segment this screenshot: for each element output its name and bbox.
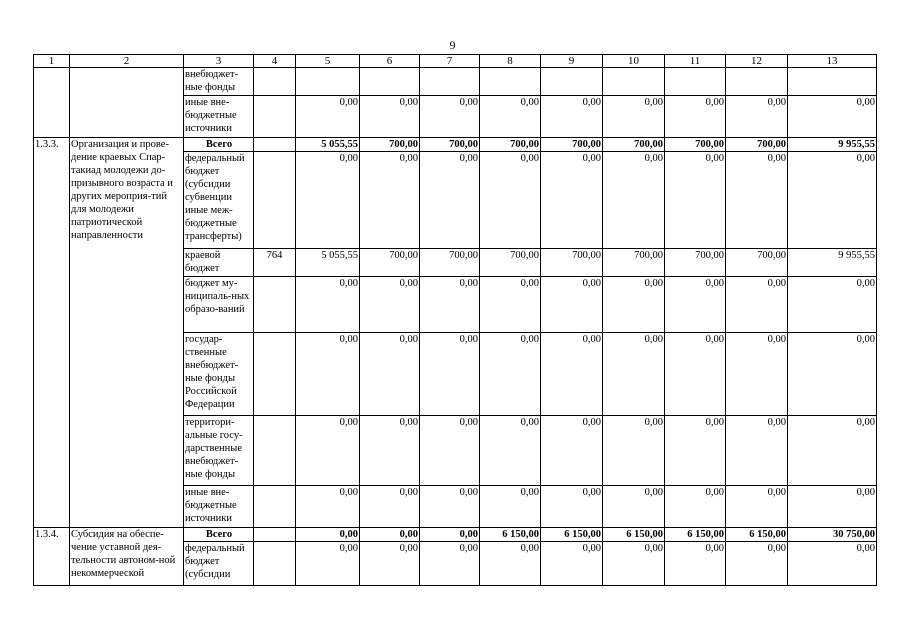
- funding-source: иные вне-бюджетные источники: [184, 96, 254, 138]
- value-cell: 0,00: [726, 152, 788, 249]
- admin-code: [254, 152, 296, 249]
- value-cell: 0,00: [726, 416, 788, 486]
- value-cell: 0,00: [420, 152, 480, 249]
- col-header: 2: [70, 55, 184, 68]
- value-cell: 700,00: [726, 138, 788, 152]
- value-cell: 0,00: [541, 486, 603, 528]
- value-cell: 0,00: [788, 277, 877, 333]
- col-header: 5: [296, 55, 360, 68]
- col-header: 7: [420, 55, 480, 68]
- value-cell: 0,00: [296, 96, 360, 138]
- value-cell: 700,00: [541, 138, 603, 152]
- admin-code: [254, 528, 296, 542]
- table-row: [34, 68, 877, 96]
- funding-source: Всего: [184, 528, 254, 542]
- value-cell: 0,00: [726, 96, 788, 138]
- value-cell: 700,00: [603, 249, 665, 277]
- value-cell: 0,00: [788, 96, 877, 138]
- value-cell: 0,00: [420, 277, 480, 333]
- value-cell: 0,00: [296, 542, 360, 586]
- value-cell: 0,00: [603, 152, 665, 249]
- value-cell: 700,00: [420, 138, 480, 152]
- table-row: [34, 138, 877, 152]
- value-cell: 0,00: [726, 486, 788, 528]
- value-cell: 0,00: [665, 486, 726, 528]
- value-cell: 0,00: [360, 277, 420, 333]
- measure-name: [70, 68, 184, 138]
- value-cell: 0,00: [788, 152, 877, 249]
- value-cell: 700,00: [480, 249, 541, 277]
- value-cell: 0,00: [296, 333, 360, 416]
- value-cell: 0,00: [360, 96, 420, 138]
- value-cell: 0,00: [420, 333, 480, 416]
- admin-code: [254, 542, 296, 586]
- value-cell: 0,00: [603, 96, 665, 138]
- value-cell: 0,00: [360, 542, 420, 586]
- col-header: 9: [541, 55, 603, 68]
- value-cell: 0,00: [480, 486, 541, 528]
- value-cell: 700,00: [541, 249, 603, 277]
- value-cell: 0,00: [480, 416, 541, 486]
- value-cell: 0,00: [420, 416, 480, 486]
- value-cell: 0,00: [296, 528, 360, 542]
- value-cell: 0,00: [360, 416, 420, 486]
- budget-table: [33, 54, 877, 586]
- value-cell: 0,00: [360, 528, 420, 542]
- value-cell: 0,00: [480, 542, 541, 586]
- admin-code: [254, 333, 296, 416]
- admin-code: [254, 486, 296, 528]
- col-header: 1: [34, 55, 70, 68]
- value-cell: [603, 68, 665, 96]
- value-cell: 6 150,00: [603, 528, 665, 542]
- admin-code: 764: [254, 249, 296, 277]
- value-cell: [726, 68, 788, 96]
- value-cell: 0,00: [665, 542, 726, 586]
- value-cell: 700,00: [360, 138, 420, 152]
- value-cell: 700,00: [420, 249, 480, 277]
- value-cell: 700,00: [360, 249, 420, 277]
- value-cell: 0,00: [665, 152, 726, 249]
- value-cell: 0,00: [360, 333, 420, 416]
- column-number-row: [34, 55, 877, 68]
- value-cell: 700,00: [480, 138, 541, 152]
- value-cell: 0,00: [541, 333, 603, 416]
- value-cell: [788, 68, 877, 96]
- value-cell: 0,00: [603, 277, 665, 333]
- page-number: 9: [449, 38, 456, 52]
- table-row: [34, 528, 877, 542]
- admin-code: [254, 416, 296, 486]
- value-cell: 0,00: [480, 277, 541, 333]
- value-cell: [541, 68, 603, 96]
- col-header: 8: [480, 55, 541, 68]
- funding-source: бюджет му-ниципаль-ных образо-ваний: [184, 277, 254, 333]
- col-header: 4: [254, 55, 296, 68]
- value-cell: 0,00: [420, 96, 480, 138]
- value-cell: 0,00: [541, 96, 603, 138]
- value-cell: 6 150,00: [541, 528, 603, 542]
- value-cell: 0,00: [541, 277, 603, 333]
- value-cell: 0,00: [788, 333, 877, 416]
- funding-source: краевой бюджет: [184, 249, 254, 277]
- funding-source: федеральный бюджет (субсидии: [184, 542, 254, 586]
- value-cell: 0,00: [726, 542, 788, 586]
- value-cell: 0,00: [296, 152, 360, 249]
- funding-source: государ-ственные внебюджет-ные фонды Российской Федерации: [184, 333, 254, 416]
- value-cell: 6 150,00: [726, 528, 788, 542]
- value-cell: 0,00: [726, 277, 788, 333]
- value-cell: 0,00: [420, 542, 480, 586]
- col-header: 10: [603, 55, 665, 68]
- value-cell: 0,00: [480, 333, 541, 416]
- value-cell: 0,00: [665, 277, 726, 333]
- value-cell: 0,00: [726, 333, 788, 416]
- value-cell: 9 955,55: [788, 138, 877, 152]
- value-cell: 0,00: [480, 96, 541, 138]
- admin-code: [254, 277, 296, 333]
- value-cell: 5 055,55: [296, 138, 360, 152]
- value-cell: 9 955,55: [788, 249, 877, 277]
- row-code: [34, 68, 70, 138]
- col-header: 13: [788, 55, 877, 68]
- value-cell: 0,00: [296, 486, 360, 528]
- value-cell: 30 750,00: [788, 528, 877, 542]
- funding-source: иные вне-бюджетные источники: [184, 486, 254, 528]
- col-header: 6: [360, 55, 420, 68]
- row-code: 1.3.3.: [34, 138, 70, 528]
- value-cell: 6 150,00: [480, 528, 541, 542]
- admin-code: [254, 138, 296, 152]
- admin-code: [254, 96, 296, 138]
- col-header: 3: [184, 55, 254, 68]
- value-cell: [360, 68, 420, 96]
- value-cell: 0,00: [603, 333, 665, 416]
- value-cell: 700,00: [665, 138, 726, 152]
- admin-code: [254, 68, 296, 96]
- funding-source: федеральный бюджет (субсидии субвенции иные меж-бюджетные трансферты): [184, 152, 254, 249]
- value-cell: 0,00: [665, 333, 726, 416]
- funding-source: Всего: [184, 138, 254, 152]
- col-header: 11: [665, 55, 726, 68]
- value-cell: [296, 68, 360, 96]
- value-cell: [420, 68, 480, 96]
- value-cell: 0,00: [788, 416, 877, 486]
- value-cell: 0,00: [296, 416, 360, 486]
- value-cell: 700,00: [603, 138, 665, 152]
- value-cell: 0,00: [541, 152, 603, 249]
- row-code: 1.3.4.: [34, 528, 70, 586]
- value-cell: [480, 68, 541, 96]
- value-cell: 0,00: [541, 416, 603, 486]
- funding-source: внебюджет-ные фонды: [184, 68, 254, 96]
- value-cell: 0,00: [788, 486, 877, 528]
- value-cell: 0,00: [603, 486, 665, 528]
- value-cell: 0,00: [665, 416, 726, 486]
- value-cell: 0,00: [360, 152, 420, 249]
- funding-source: территори-альные госу-дарственные внебюджет-ные фонды: [184, 416, 254, 486]
- value-cell: 0,00: [420, 486, 480, 528]
- value-cell: 0,00: [603, 416, 665, 486]
- value-cell: 0,00: [296, 277, 360, 333]
- measure-name: Организация и прове-дение краевых Спар-такиад молодежи до-призывного возраста и других мероприя-тий для молодежи патриотической направленности: [70, 138, 184, 528]
- value-cell: 0,00: [420, 528, 480, 542]
- value-cell: 700,00: [665, 249, 726, 277]
- value-cell: [665, 68, 726, 96]
- value-cell: 0,00: [360, 486, 420, 528]
- value-cell: 0,00: [665, 96, 726, 138]
- value-cell: 700,00: [726, 249, 788, 277]
- value-cell: 0,00: [541, 542, 603, 586]
- value-cell: 6 150,00: [665, 528, 726, 542]
- value-cell: 5 055,55: [296, 249, 360, 277]
- measure-name: Субсидия на обеспе-чение уставной дея-тельности автоном-ной некоммерческой: [70, 528, 184, 586]
- col-header: 12: [726, 55, 788, 68]
- value-cell: 0,00: [788, 542, 877, 586]
- value-cell: 0,00: [480, 152, 541, 249]
- value-cell: 0,00: [603, 542, 665, 586]
